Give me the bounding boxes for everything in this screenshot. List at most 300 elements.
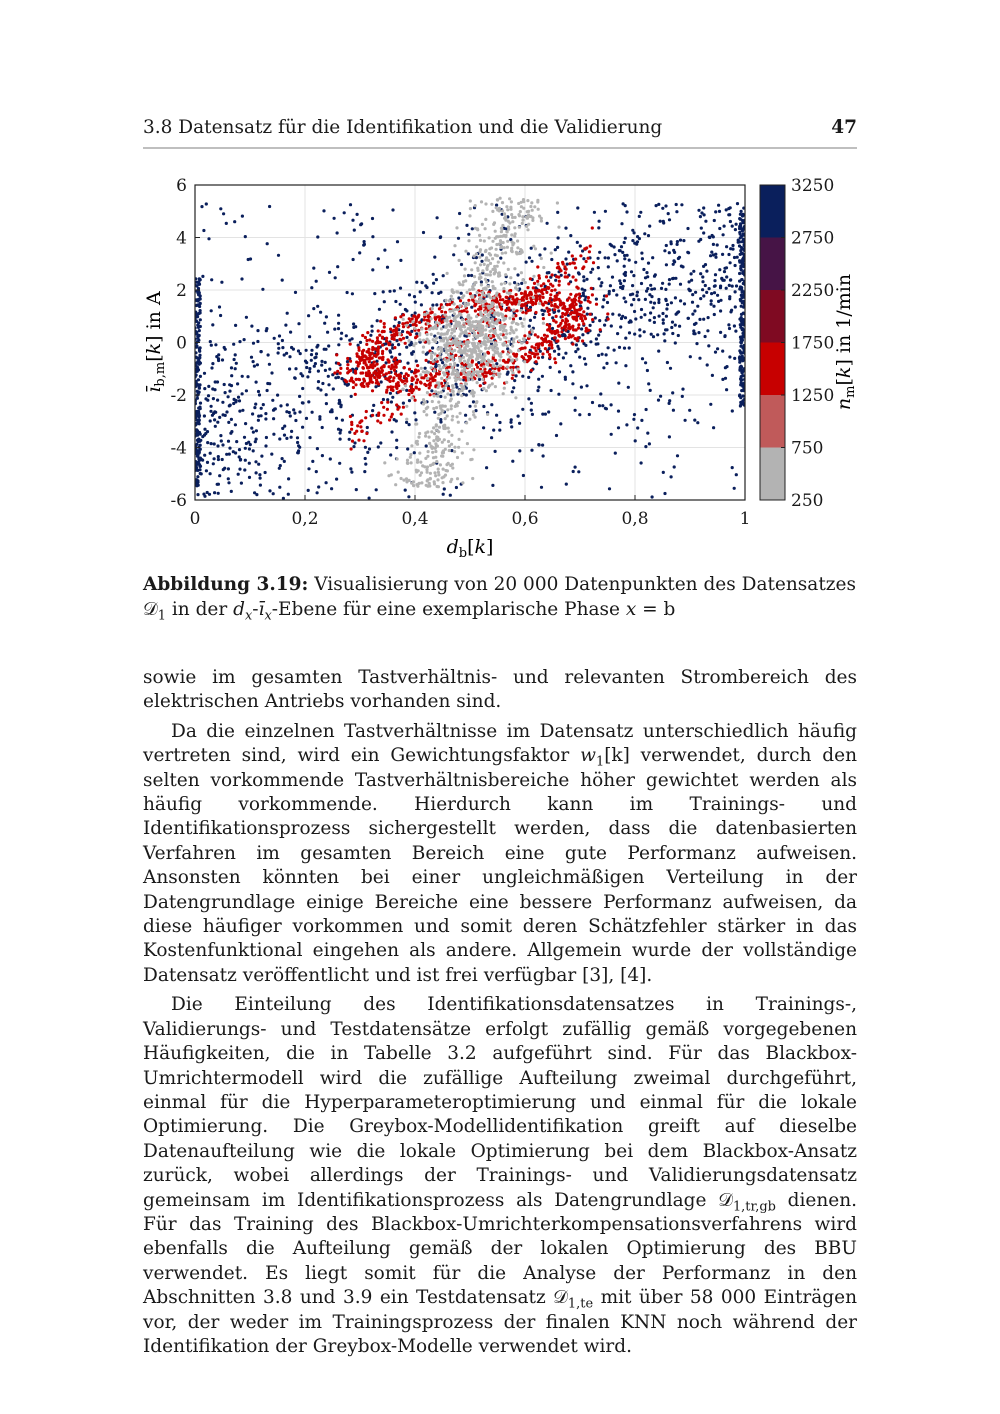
- data-point: [248, 476, 251, 479]
- data-point: [288, 367, 291, 370]
- data-point: [632, 274, 635, 277]
- data-point: [377, 352, 380, 355]
- data-point: [505, 381, 508, 384]
- data-point: [337, 314, 340, 317]
- data-point: [403, 375, 406, 378]
- data-point: [509, 350, 512, 353]
- data-point: [531, 209, 534, 212]
- paragraph: [143, 993, 857, 1359]
- data-point: [639, 211, 642, 214]
- data-point: [697, 240, 700, 243]
- data-point: [218, 416, 221, 419]
- colorbar-band: [760, 185, 785, 238]
- data-point: [448, 449, 451, 452]
- data-point: [448, 444, 451, 447]
- data-point: [386, 266, 389, 269]
- data-point: [431, 304, 434, 307]
- data-point: [456, 308, 459, 311]
- data-point: [623, 265, 626, 268]
- data-point: [227, 467, 230, 470]
- data-point: [233, 358, 236, 361]
- data-point: [465, 332, 468, 335]
- data-point: [461, 296, 464, 299]
- data-point: [334, 276, 337, 279]
- data-point: [272, 433, 275, 436]
- data-point: [539, 295, 542, 298]
- data-point: [582, 322, 585, 325]
- data-point: [413, 295, 416, 298]
- data-point: [439, 368, 442, 371]
- data-point: [412, 323, 415, 326]
- data-point: [506, 361, 509, 364]
- data-point: [479, 344, 482, 347]
- data-point: [389, 392, 392, 395]
- data-point: [477, 323, 480, 326]
- data-point: [710, 303, 713, 306]
- data-point: [597, 334, 600, 337]
- data-point: [395, 403, 398, 406]
- data-point: [696, 421, 699, 424]
- data-point: [340, 337, 343, 340]
- data-point: [582, 292, 585, 295]
- data-point: [384, 377, 387, 380]
- data-point: [439, 339, 442, 342]
- data-point: [437, 372, 440, 375]
- data-point: [206, 491, 209, 494]
- data-point: [278, 334, 281, 337]
- data-point: [422, 346, 425, 349]
- data-point: [256, 340, 259, 343]
- data-point: [234, 353, 237, 356]
- data-point: [453, 349, 456, 352]
- data-point: [228, 447, 231, 450]
- data-point: [308, 335, 311, 338]
- data-point: [585, 278, 588, 281]
- data-point: [484, 250, 487, 253]
- data-point: [665, 263, 668, 266]
- data-point: [317, 387, 320, 390]
- data-point: [445, 378, 448, 381]
- data-point: [680, 203, 683, 206]
- data-point: [260, 407, 263, 410]
- data-point: [497, 369, 500, 372]
- data-point: [638, 328, 641, 331]
- data-point: [308, 436, 311, 439]
- data-point: [658, 315, 661, 318]
- data-point: [613, 349, 616, 352]
- data-point: [203, 454, 206, 457]
- data-point: [401, 330, 404, 333]
- data-point: [617, 410, 620, 413]
- data-point: [471, 389, 474, 392]
- data-point: [567, 282, 570, 285]
- data-point: [589, 324, 592, 327]
- data-point: [432, 407, 435, 410]
- data-point: [424, 367, 427, 370]
- data-point: [391, 208, 394, 211]
- data-point: [653, 302, 656, 305]
- data-point: [516, 246, 519, 249]
- data-point: [568, 323, 571, 326]
- data-point: [668, 435, 671, 438]
- data-point: [553, 308, 556, 311]
- data-point: [267, 353, 270, 356]
- data-point: [283, 460, 286, 463]
- data-point: [450, 404, 453, 407]
- data-point: [423, 318, 426, 321]
- data-point: [346, 384, 349, 387]
- data-point: [281, 457, 284, 460]
- data-point: [668, 218, 671, 221]
- data-point: [424, 435, 427, 438]
- data-point: [413, 371, 416, 374]
- data-point: [379, 421, 382, 424]
- data-point: [361, 430, 364, 433]
- data-point: [474, 309, 477, 312]
- data-point: [197, 324, 200, 327]
- data-point: [287, 493, 290, 496]
- data-point: [394, 316, 397, 319]
- data-point: [209, 340, 212, 343]
- data-point: [701, 288, 704, 291]
- data-point: [504, 273, 507, 276]
- data-point: [740, 305, 743, 308]
- data-point: [377, 347, 380, 350]
- data-point: [548, 325, 551, 328]
- data-point: [461, 318, 464, 321]
- data-point: [359, 341, 362, 344]
- data-point: [535, 299, 538, 302]
- math-symbol: 𝒟: [553, 1287, 568, 1309]
- data-point: [474, 204, 477, 207]
- data-point: [218, 474, 221, 477]
- data-point: [509, 208, 512, 211]
- x-tick-label: 0,2: [291, 509, 319, 529]
- data-point: [578, 313, 581, 316]
- data-point: [666, 303, 669, 306]
- data-point: [634, 317, 637, 320]
- data-point: [495, 294, 498, 297]
- x-axis-label: $d_b[k]$: [446, 536, 494, 561]
- data-point: [542, 282, 545, 285]
- data-point: [710, 299, 713, 302]
- data-point: [428, 484, 431, 487]
- data-point: [454, 354, 457, 357]
- data-point: [429, 393, 432, 396]
- data-point: [475, 400, 478, 403]
- data-point: [360, 419, 363, 422]
- data-point: [446, 344, 449, 347]
- data-point: [415, 469, 418, 472]
- data-point: [259, 477, 262, 480]
- data-point: [527, 301, 530, 304]
- data-point: [413, 451, 416, 454]
- data-point: [671, 391, 674, 394]
- data-point: [435, 423, 438, 426]
- data-point: [415, 360, 418, 363]
- data-point: [702, 318, 705, 321]
- data-point: [502, 392, 505, 395]
- data-point: [352, 258, 355, 261]
- data-point: [463, 274, 466, 277]
- data-point: [558, 284, 561, 287]
- data-point: [450, 407, 453, 410]
- data-point: [523, 304, 526, 307]
- data-point: [198, 463, 201, 466]
- data-point: [372, 371, 375, 374]
- data-point: [434, 365, 437, 368]
- data-point: [653, 275, 656, 278]
- data-point: [411, 320, 414, 323]
- data-point: [469, 207, 472, 210]
- data-point: [514, 216, 517, 219]
- data-point: [707, 316, 710, 319]
- data-point: [477, 342, 480, 345]
- caption-text: -: [252, 599, 259, 620]
- data-point: [513, 354, 516, 357]
- y-axis-label: $ī_{b,m}[k]$ in A: [143, 291, 168, 393]
- data-point: [619, 325, 622, 328]
- data-point: [455, 344, 458, 347]
- math-index: [k]: [604, 745, 630, 767]
- data-point: [642, 268, 645, 271]
- data-point: [512, 308, 515, 311]
- data-point: [499, 298, 502, 301]
- data-point: [410, 444, 413, 447]
- data-point: [650, 295, 653, 298]
- data-point: [589, 340, 592, 343]
- data-point: [349, 415, 352, 418]
- data-point: [690, 272, 693, 275]
- data-point: [198, 363, 201, 366]
- data-point: [533, 282, 536, 285]
- data-point: [201, 275, 204, 278]
- data-point: [429, 477, 432, 480]
- data-point: [416, 458, 419, 461]
- data-point: [725, 245, 728, 248]
- data-point: [437, 468, 440, 471]
- data-point: [671, 321, 674, 324]
- data-point: [442, 274, 445, 277]
- data-point: [380, 401, 383, 404]
- data-point: [414, 399, 417, 402]
- data-point: [434, 474, 437, 477]
- data-point: [371, 235, 374, 238]
- data-point: [214, 343, 217, 346]
- data-point: [420, 303, 423, 306]
- data-point: [487, 386, 490, 389]
- data-point: [501, 252, 504, 255]
- data-point: [561, 334, 564, 337]
- data-point: [574, 279, 577, 282]
- data-point: [464, 305, 467, 308]
- data-point: [687, 317, 690, 320]
- data-point: [371, 340, 374, 343]
- data-point: [675, 203, 678, 206]
- data-point: [478, 353, 481, 356]
- data-point: [547, 271, 550, 274]
- data-point: [700, 211, 703, 214]
- data-point: [425, 286, 428, 289]
- data-point: [434, 442, 437, 445]
- data-point: [448, 336, 451, 339]
- data-point: [467, 320, 470, 323]
- data-point: [333, 328, 336, 331]
- data-point: [502, 318, 505, 321]
- data-point: [632, 298, 635, 301]
- data-point: [555, 321, 558, 324]
- data-point: [316, 447, 319, 450]
- data-point: [735, 284, 738, 287]
- data-point: [584, 363, 587, 366]
- data-point: [354, 383, 357, 386]
- data-point: [512, 314, 515, 317]
- data-point: [638, 237, 641, 240]
- data-point: [504, 215, 507, 218]
- data-point: [580, 386, 583, 389]
- data-point: [238, 399, 241, 402]
- data-point: [536, 389, 539, 392]
- data-point: [472, 413, 475, 416]
- data-point: [272, 417, 275, 420]
- data-point: [442, 493, 445, 496]
- data-point: [491, 240, 494, 243]
- data-point: [518, 226, 521, 229]
- data-point: [439, 346, 442, 349]
- data-point: [515, 374, 518, 377]
- data-point: [527, 397, 530, 400]
- data-point: [383, 322, 386, 325]
- data-point: [352, 322, 355, 325]
- data-point: [520, 271, 523, 274]
- data-point: [198, 422, 201, 425]
- data-point: [481, 223, 484, 226]
- data-point: [386, 401, 389, 404]
- data-point: [452, 393, 455, 396]
- data-point: [453, 450, 456, 453]
- data-point: [511, 243, 514, 246]
- data-point: [621, 251, 624, 254]
- data-point: [397, 471, 400, 474]
- data-point: [444, 299, 447, 302]
- data-point: [721, 253, 724, 256]
- data-point: [475, 245, 478, 248]
- data-point: [668, 251, 671, 254]
- data-point: [377, 257, 380, 260]
- data-point: [547, 286, 550, 289]
- data-point: [471, 378, 474, 381]
- data-point: [543, 247, 546, 250]
- data-point: [435, 460, 438, 463]
- data-point: [437, 473, 440, 476]
- data-point: [398, 338, 401, 341]
- data-point: [338, 399, 341, 402]
- data-point: [580, 327, 583, 330]
- data-point: [420, 481, 423, 484]
- data-point: [492, 365, 495, 368]
- data-point: [197, 312, 200, 315]
- data-point: [522, 299, 525, 302]
- data-point: [516, 239, 519, 242]
- data-point: [532, 275, 535, 278]
- data-point: [716, 243, 719, 246]
- data-point: [631, 239, 634, 242]
- data-point: [354, 393, 357, 396]
- data-point: [731, 285, 734, 288]
- data-point: [195, 331, 198, 334]
- colorbar-tick-label: 750: [791, 438, 824, 459]
- data-point: [366, 331, 369, 334]
- data-point: [352, 381, 355, 384]
- data-point: [448, 299, 451, 302]
- data-point: [466, 342, 469, 345]
- data-point: [739, 383, 742, 386]
- data-point: [516, 288, 519, 291]
- data-point: [449, 464, 452, 467]
- data-point: [680, 265, 683, 268]
- data-point: [337, 362, 340, 365]
- data-point: [324, 369, 327, 372]
- data-point: [408, 368, 411, 371]
- y-tick-label: -4: [170, 438, 187, 459]
- data-point: [218, 305, 221, 308]
- data-point: [649, 389, 652, 392]
- data-point: [546, 222, 549, 225]
- data-point: [414, 418, 417, 421]
- data-point: [428, 383, 431, 386]
- data-point: [444, 426, 447, 429]
- data-point: [412, 480, 415, 483]
- data-point: [469, 458, 472, 461]
- data-point: [339, 367, 342, 370]
- data-point: [426, 312, 429, 315]
- data-point: [649, 301, 652, 304]
- data-point: [381, 358, 384, 361]
- data-point: [542, 322, 545, 325]
- data-point: [209, 419, 212, 422]
- data-point: [199, 407, 202, 410]
- data-point: [513, 267, 516, 270]
- data-point: [697, 331, 700, 334]
- data-point: [458, 438, 461, 441]
- data-point: [332, 387, 335, 390]
- data-point: [398, 321, 401, 324]
- data-point: [381, 344, 384, 347]
- data-point: [669, 367, 672, 370]
- data-point: [468, 405, 471, 408]
- data-point: [473, 332, 476, 335]
- data-point: [541, 342, 544, 345]
- data-point: [371, 330, 374, 333]
- data-point: [329, 457, 332, 460]
- data-point: [234, 367, 237, 370]
- data-point: [542, 317, 545, 320]
- data-point: [428, 442, 431, 445]
- data-point: [433, 369, 436, 372]
- data-point: [346, 357, 349, 360]
- data-point: [494, 385, 497, 388]
- data-point: [471, 368, 474, 371]
- data-point: [249, 443, 252, 446]
- data-point: [466, 349, 469, 352]
- data-point: [560, 330, 563, 333]
- data-point: [250, 325, 253, 328]
- data-point: [222, 468, 225, 471]
- data-point: [237, 396, 240, 399]
- data-point: [441, 410, 444, 413]
- data-point: [256, 329, 259, 332]
- data-point: [460, 373, 463, 376]
